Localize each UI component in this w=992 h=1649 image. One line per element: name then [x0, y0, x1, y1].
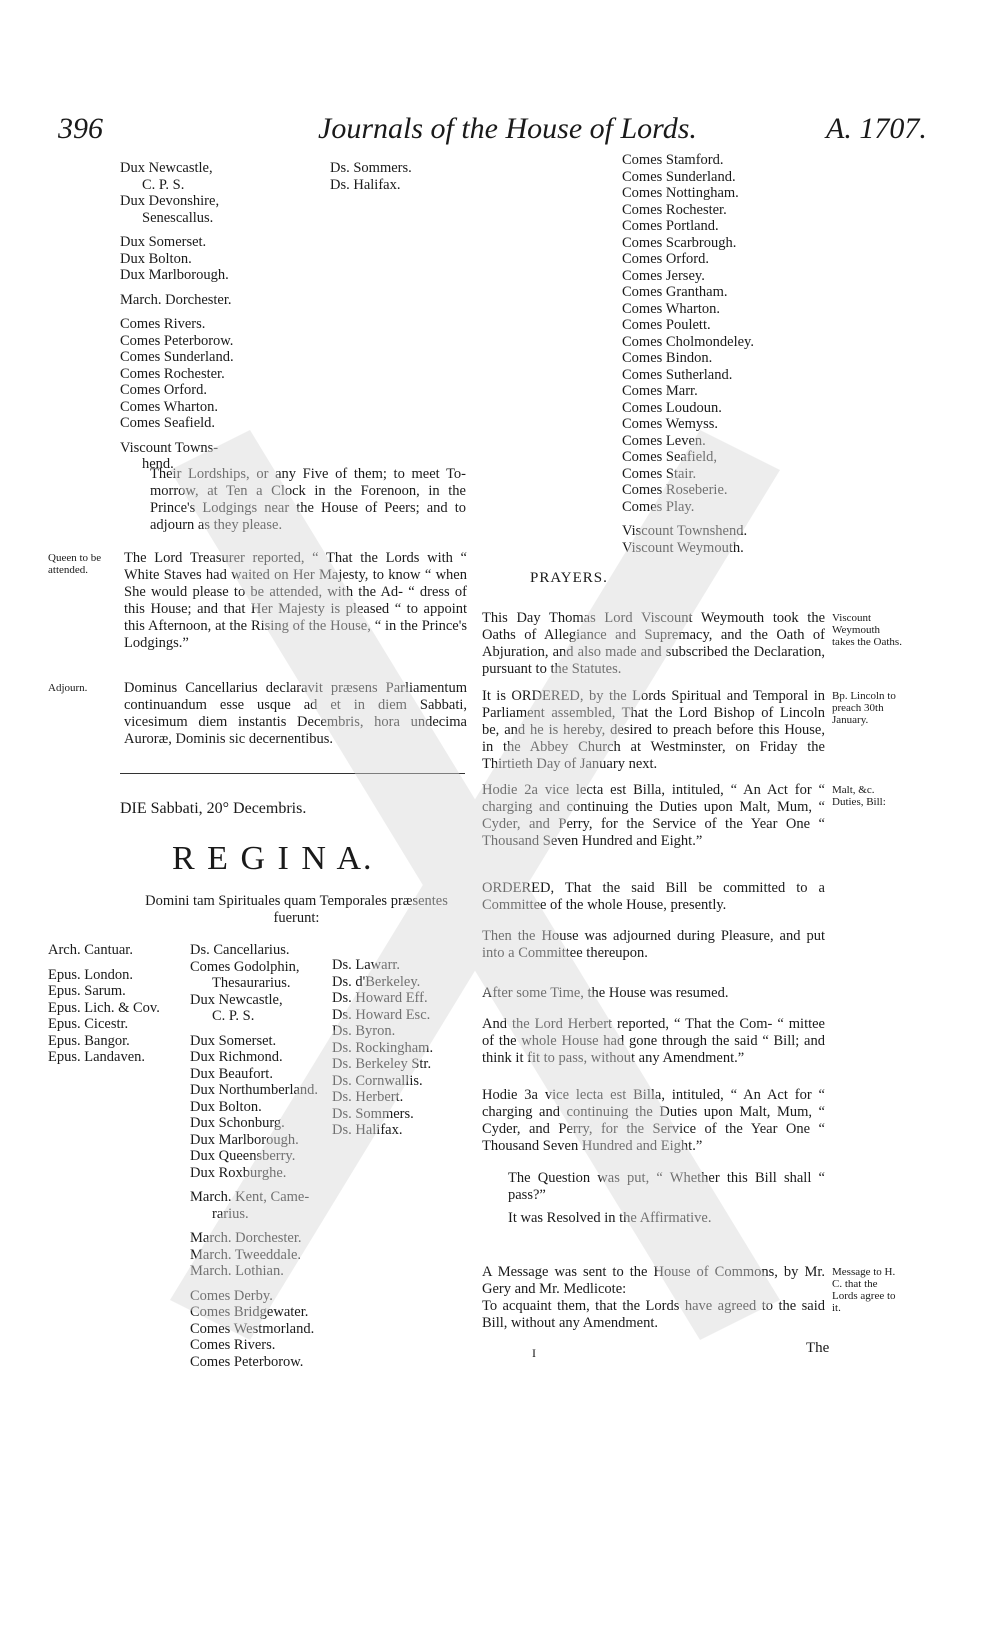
list-item: March. Dorchester. — [120, 291, 232, 308]
list-item: Comes Leven. — [622, 432, 706, 449]
list-item: Comes Orford. — [120, 382, 207, 398]
list-item: Dux Marlborough. — [190, 1131, 299, 1148]
committee-list-col1 — [120, 160, 234, 473]
present-heading: Domini tam Spirituales quam Temporales præsentes fuerunt: — [145, 893, 448, 926]
attendance-col2 — [190, 942, 318, 1370]
list-item: March. Dorchester. — [190, 1230, 302, 1246]
prayers-heading: PRAYERS. — [530, 570, 608, 586]
list-item: Comes Seafield. — [120, 415, 216, 431]
list-item: Viscount Towns- — [120, 439, 219, 456]
list-item: Dux Northumberland. — [190, 1082, 319, 1098]
list-item: Dux Richmond. — [190, 1049, 283, 1065]
paragraph: It was Resolved in the Affirmative. — [508, 1210, 712, 1226]
list-item: Epus. Landaven. — [48, 1049, 146, 1065]
margin-note: Bp. Lincoln to preach 30th January. — [832, 690, 896, 726]
list-item: Ds. d'Berkeley. — [332, 973, 421, 990]
list-item: Dux Devonshire, — [120, 193, 220, 209]
list-item: Comes Stair. — [622, 465, 697, 482]
list-item: Comes Peterborow. — [120, 332, 234, 349]
list-item: Ds. Rockingham. — [332, 1039, 434, 1056]
list-item: Comes Bindon. — [622, 350, 713, 366]
list-item: Comes Rochester. — [120, 365, 225, 382]
list-item: Comes Rivers. — [190, 1337, 276, 1353]
list-item: Ds. Byron. — [332, 1023, 396, 1039]
paragraph: A Message was sent to the House of Commons, by Mr. Gery and Mr. Medlicote: — [482, 1264, 825, 1297]
list-gap — [120, 226, 234, 234]
list-item: Thesaurarius. — [212, 975, 291, 991]
list-item: Ds. Sommers. — [332, 1105, 414, 1122]
list-item: Comes Grantham. — [622, 284, 728, 300]
list-item: Comes Cholmondeley. — [622, 333, 754, 350]
list-item: Ds. Lawarr. — [332, 957, 401, 973]
margin-note: Viscount Weymouth takes the Oaths. — [832, 612, 902, 648]
list-item: C. P. S. — [142, 176, 185, 193]
list-item: Comes Poulett. — [622, 317, 711, 333]
list-item: Comes Seafield, — [622, 449, 718, 465]
list-item: Comes Wharton. — [120, 398, 218, 415]
list-item: hend. — [142, 456, 174, 472]
list-item: Ds. Halifax. — [332, 1122, 403, 1138]
list-item: Comes Portland. — [622, 218, 719, 234]
list-item: Comes Play. — [622, 498, 695, 515]
list-item: Comes Nottingham. — [622, 185, 739, 201]
list-item: Epus. Sarum. — [48, 983, 126, 999]
list-item: Comes Scarbrough. — [622, 234, 737, 251]
list-item: Dux Newcastle, — [190, 991, 283, 1008]
right-name-list — [622, 152, 754, 556]
list-item: Comes Rivers. — [120, 316, 206, 332]
page-title: Journals of the House of Lords. — [318, 112, 697, 145]
list-item: Ds. Cancellarius. — [190, 942, 290, 958]
list-item: Comes Godolphin, — [190, 958, 300, 975]
list-item: Dux Beaufort. — [190, 1065, 273, 1082]
section-divider — [120, 773, 465, 774]
list-item: Comes Wharton. — [622, 300, 720, 317]
list-gap — [190, 1222, 318, 1230]
list-item: Comes Bridgewater. — [190, 1304, 309, 1320]
list-gap — [120, 432, 234, 440]
list-item: Comes Sutherland. — [622, 366, 733, 383]
list-item: Comes Derby. — [190, 1287, 273, 1304]
list-item: Ds. Howard Esc. — [332, 1006, 431, 1023]
list-item: rarius. — [212, 1205, 249, 1222]
list-item: Viscount Weymouth. — [622, 539, 744, 556]
margin-note: Message to H. C. that the Lords agree to it. — [832, 1266, 896, 1314]
page-number: 396 — [58, 112, 103, 145]
day-heading: DIE Sabbati, 20° Decembris. — [120, 800, 307, 817]
list-item: Dux Somerset. — [120, 234, 207, 250]
catchword: The — [806, 1340, 830, 1356]
attendance-col3 — [332, 957, 433, 1139]
list-item: March. Kent, Came- — [190, 1189, 310, 1205]
committee-list-col2 — [330, 160, 412, 193]
paragraph: It is ORDERED, by the Lords Spiritual and Temporal in Parliament assembled, That the Lord Bishop of Lincoln be, and he is hereby, desired to preach before this House, in the Abbey Church at Westminster, on Friday the Thirtieth Day of January next. — [482, 688, 825, 772]
list-item: Senescallus. — [142, 209, 214, 226]
list-item: Comes Sunderland. — [120, 349, 234, 365]
paragraph: Hodie 2a vice lecta est Billa, intituled, “ An Act for “ charging and continuing the Duties upon Malt, Mum, “ Cyder, and Perry, for the Service of the Year One “ Thousand Seven Hundred and Eight.” — [482, 782, 825, 849]
list-item: Ds. Halifax. — [330, 176, 401, 193]
list-item: Comes Peterborow. — [190, 1353, 304, 1370]
list-item: Comes Loudoun. — [622, 399, 722, 416]
list-item: Dux Somerset. — [190, 1032, 277, 1049]
list-item: Comes Jersey. — [622, 267, 705, 284]
list-item: Ds. Berkeley Str. — [332, 1056, 432, 1072]
margin-note: Queen to be attended. — [48, 552, 102, 576]
list-gap — [120, 308, 234, 316]
list-gap — [622, 515, 754, 523]
list-item: Ds. Sommers. — [330, 160, 412, 176]
list-item: Dux Newcastle, — [120, 160, 213, 176]
list-gap — [190, 1181, 318, 1189]
paragraph: The Lord Treasurer reported, “ That the Lords with “ White Staves had waited on Her Majesty, to know “ when She would please to be attended, with the Ad- “ dress of this House; and that Her Majesty is pleased “ to appoint this Afternoon, at the Rising of the House, “ in the Prince's Lodgings.” — [124, 550, 467, 651]
list-item: Dux Queensberry. — [190, 1148, 296, 1164]
list-item: Dux Bolton. — [190, 1098, 262, 1115]
list-item: Ds. Cornwallis. — [332, 1072, 423, 1089]
list-item: Comes Roseberie. — [622, 482, 728, 498]
committee-note: Their Lordships, or any Five of them; to meet To-morrow, at Ten a Clock in the Forenoon, in the Prince's Lodgings near the House of Peers; and to adjourn as they please. — [150, 466, 466, 533]
paragraph: To acquaint them, that the Lords have agreed to the said Bill, without any Amendment. — [482, 1298, 825, 1331]
list-gap — [120, 284, 234, 292]
list-item: Comes Orford. — [622, 251, 709, 267]
list-item: Comes Westmorland. — [190, 1320, 315, 1337]
list-item: Dux Marlborough. — [120, 267, 229, 283]
list-item: Ds. Herbert. — [332, 1089, 404, 1105]
list-item: Ds. Howard Eff. — [332, 990, 428, 1006]
list-item: Viscount Townshend. — [622, 523, 748, 539]
paragraph: This Day Thomas Lord Viscount Weymouth took the Oaths of Allegiance and Supremacy, and the Oath of Abjuration, and also made and subscribed the Declaration, pursuant to the Statutes. — [482, 610, 825, 677]
margin-note: Adjourn. — [48, 682, 88, 694]
list-item: March. Lothian. — [190, 1263, 284, 1279]
list-item: Comes Wemyss. — [622, 416, 719, 432]
list-item: Epus. Bangor. — [48, 1032, 130, 1049]
paragraph: And the Lord Herbert reported, “ That the Com- “ mittee of the whole House had gone through the said “ Bill; and think it fit to pass, without any Amendment.” — [482, 1016, 825, 1066]
list-gap — [190, 1025, 318, 1033]
list-item: Epus. Lich. & Cov. — [48, 999, 160, 1016]
paragraph: Hodie 3a vice lecta est Billa, intituled, “ An Act for “ charging and continuing the Duties upon Malt, Mum, “ Cyder, and Perry, for the Service of the Year One “ Thousand Seven Hundred and Eight.” — [482, 1087, 825, 1154]
attendance-col1 — [48, 942, 160, 1066]
footer-mark: I — [532, 1346, 536, 1360]
paragraph: After some Time, the House was resumed. — [482, 985, 729, 1001]
list-gap — [190, 1280, 318, 1288]
regina-heading: R E G I N A. — [172, 840, 374, 877]
list-gap — [48, 959, 160, 967]
list-item: Comes Sunderland. — [622, 168, 736, 185]
list-item: C. P. S. — [212, 1008, 255, 1024]
margin-note: Malt, &c. Duties, Bill: — [832, 784, 886, 808]
list-item: Comes Marr. — [622, 383, 698, 399]
list-item: Comes Rochester. — [622, 201, 727, 218]
paragraph: ORDERED, That the said Bill be committed to a Committee of the whole House, presently. — [482, 880, 825, 913]
paragraph: The Question was put, “ Whether this Bill shall “ pass?” — [508, 1170, 825, 1203]
paragraph: Dominus Cancellarius declaravit præsens Parliamentum continuandum esse usque ad et in diem Sabbati, vicesimum diem instantis Decembris, hora undecima Auroræ, Dominis sic decernentibus. — [124, 680, 467, 747]
paragraph: Then the House was adjourned during Pleasure, and put into a Committee thereupon. — [482, 928, 825, 961]
list-item: Comes Stamford. — [622, 152, 724, 168]
year-label: A. 1707. — [826, 112, 927, 145]
list-item: March. Tweeddale. — [190, 1246, 302, 1263]
list-item: Epus. London. — [48, 966, 133, 983]
list-item: Arch. Cantuar. — [48, 942, 133, 958]
list-item: Dux Roxburghe. — [190, 1164, 287, 1181]
list-item: Dux Bolton. — [120, 250, 192, 267]
list-item: Dux Schonburg. — [190, 1115, 285, 1131]
list-item: Epus. Cicestr. — [48, 1016, 129, 1032]
